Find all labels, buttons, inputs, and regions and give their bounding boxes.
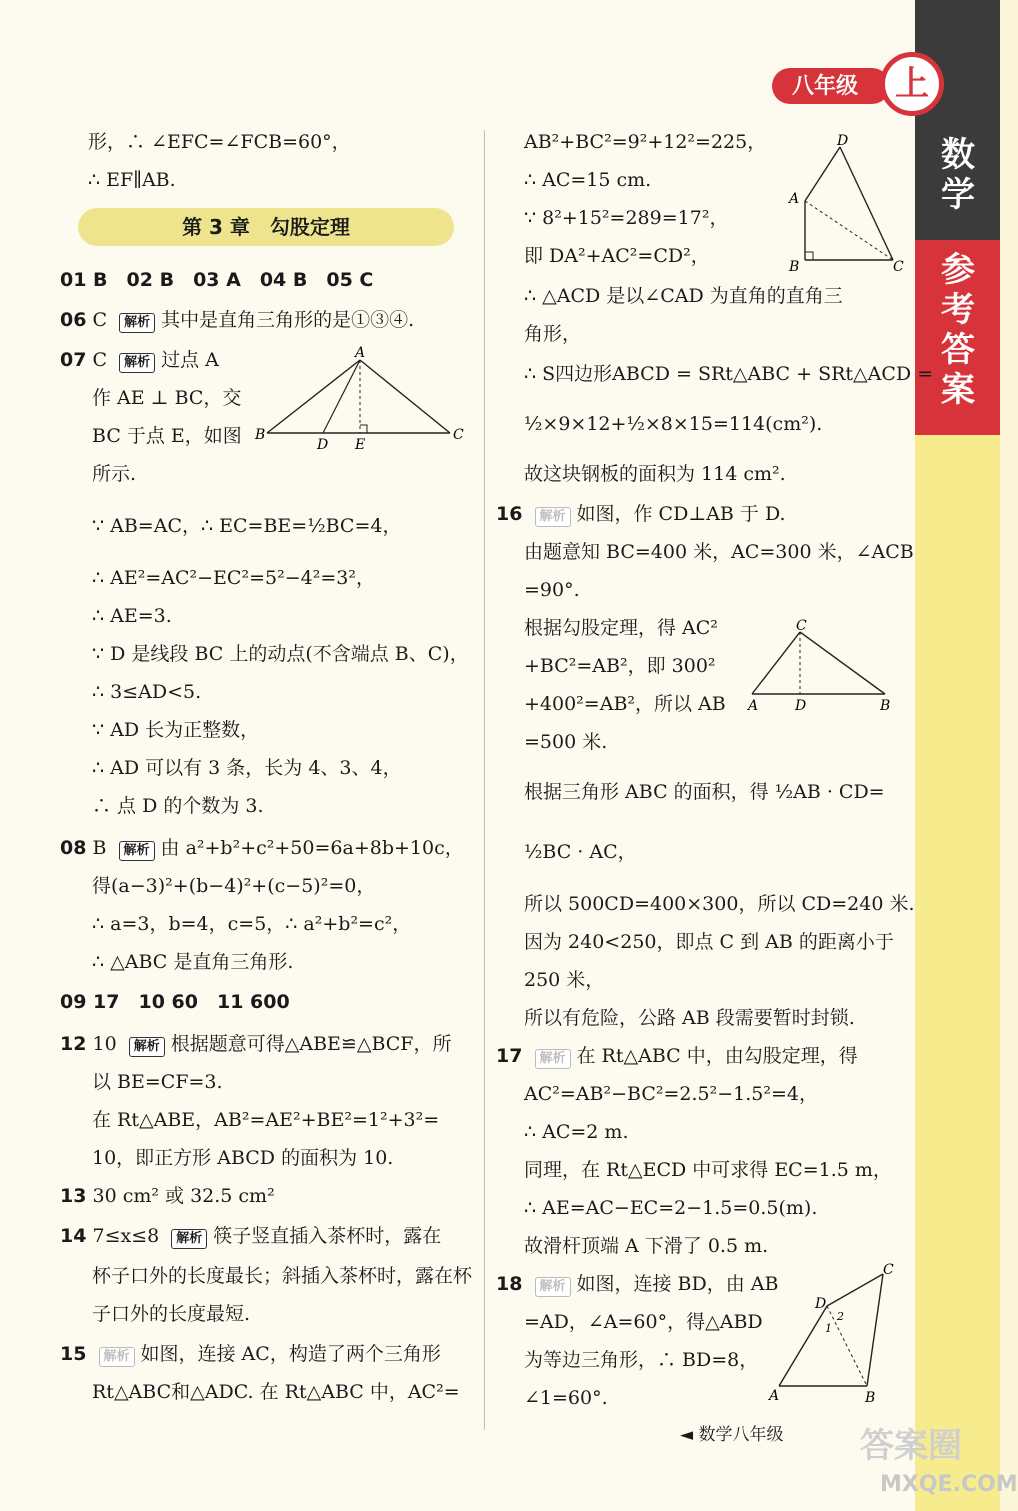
question-12: 12 10 解析 根据题意可得△ABE≌△BCF，所 — [60, 1033, 452, 1055]
text-line: ∴ 点 D 的个数为 3. — [92, 795, 264, 817]
section-label: 参考答案 — [941, 250, 975, 410]
text-line: ∴ AC=15 cm. — [524, 169, 652, 191]
answers-09-11: 09 17 10 60 11 600 — [60, 991, 290, 1013]
question-14: 14 7≤x≤8 解析 筷子竖直插入茶杯时，露在 — [60, 1225, 442, 1247]
label-c: C — [453, 427, 464, 443]
text-line: 10，即正方形 ABCD 的面积为 10. — [92, 1147, 394, 1169]
text-line: ∴ EF∥AB. — [88, 169, 176, 191]
text-line: 作 AE ⊥ BC，交 — [92, 387, 242, 409]
text-line: 因为 240<250，即点 C 到 AB 的距离小于 — [524, 931, 894, 953]
text-line: ½BC · AC， — [524, 841, 637, 863]
grade-label: 八年级 — [772, 68, 890, 104]
text-line: 为等边三角形，∴ BD=8， — [524, 1349, 759, 1371]
text-line: ∴ AE=AC−EC=2−1.5=0.5(m). — [524, 1197, 818, 1219]
text-line: Rt△ABC和△ADC. 在 Rt△ABC 中，AC²= — [92, 1381, 460, 1403]
question-07: 07 C 解析 过点 A — [60, 349, 219, 371]
text-line: ∴ 3≤AD<5. — [92, 681, 202, 703]
text-line: 即 DA²+AC²=CD²， — [524, 245, 710, 267]
label-d: D — [815, 1296, 827, 1312]
text-line: 所以有危险，公路 AB 段需要暂时封锁. — [524, 1007, 855, 1029]
term-badge: 上 — [880, 52, 944, 116]
analysis-tag: 解析 — [171, 1229, 207, 1249]
text-line: 杯子口外的长度最长；斜插入茶杯时，露在杯 — [92, 1265, 473, 1287]
label-a: A — [748, 698, 759, 714]
question-16: 16 解析 如图，作 CD⊥AB 于 D. — [496, 503, 786, 525]
question-17: 17 解析 在 Rt△ABC 中，由勾股定理，得 — [496, 1045, 858, 1067]
analysis-tag: 解析 — [535, 1049, 571, 1069]
watermark-url: MXQE.COM — [880, 1472, 1018, 1497]
label-b: B — [865, 1390, 876, 1406]
analysis-tag: 解析 — [99, 1347, 135, 1367]
text-line: 由题意知 BC=400 米，AC=300 米，∠ACB — [524, 541, 914, 563]
subject-label: 数学 — [941, 135, 975, 215]
text-line: ∴ AE=3. — [92, 605, 172, 627]
question-08: 08 B 解析 由 a²+b²+c²+50=6a+8b+10c， — [60, 837, 464, 859]
text-line: ∵ 8²+15²=289=17²， — [524, 207, 729, 229]
text-line: ∴ a=3，b=4，c=5，∴ a²+b²=c²， — [92, 913, 412, 935]
text-line: ∴ AD 可以有 3 条，长为 4、3、4， — [92, 757, 402, 779]
label-d: D — [837, 133, 849, 149]
text-line: 以 BE=CF=3. — [92, 1071, 223, 1093]
figure-q18 — [765, 1262, 905, 1406]
text-line: ∠1=60°. — [524, 1387, 608, 1409]
label-d: D — [795, 698, 807, 714]
text-line: ∴ AE²=AC²−EC²=5²−4²=3²， — [92, 567, 375, 589]
analysis-tag: 解析 — [535, 507, 571, 527]
text-line: 子口外的长度最短. — [92, 1303, 251, 1325]
text-line: 在 Rt△ABE，AB²=AE²+BE²=1²+3²= — [92, 1109, 440, 1131]
label-a: A — [355, 345, 366, 361]
figure-q15 — [785, 135, 915, 275]
question-06: 06 C 解析 其中是直角三角形的是①③④. — [60, 309, 415, 331]
text-line: =AD，∠A=60°，得△ABD — [524, 1311, 763, 1333]
footer: ◄ 数学八年级 — [680, 1425, 784, 1445]
label-b: B — [880, 698, 891, 714]
angle-1-label: 1 — [825, 1322, 832, 1335]
text-line: 故滑杆顶端 A 下滑了 0.5 m. — [524, 1235, 769, 1257]
figure-q16 — [740, 618, 900, 718]
text-line: 同理，在 Rt△ECD 中可求得 EC=1.5 m， — [524, 1159, 892, 1181]
text-line: BC 于点 E，如图 — [92, 425, 242, 447]
text-line: ∴ △ACD 是以∠CAD 为直角的直角三 — [524, 285, 843, 307]
label-b: B — [255, 427, 266, 443]
figure-q07 — [255, 345, 475, 455]
watermark: 答案圈 — [860, 1426, 962, 1466]
angle-2-label: 2 — [837, 1310, 844, 1323]
text-line: 所以 500CD=400×300，所以 CD=240 米. — [524, 893, 915, 915]
column-divider — [484, 130, 485, 1430]
text-line: 250 米， — [524, 969, 605, 991]
chapter-title: 第 3 章 勾股定理 — [78, 208, 454, 246]
label-d: D — [317, 437, 329, 453]
text-line: AB²+BC²=9²+12²=225， — [524, 131, 767, 153]
label-b: B — [789, 259, 800, 275]
text-line: ∴ AC=2 m. — [524, 1121, 629, 1143]
label-c: C — [883, 1262, 894, 1278]
text-line: 根据勾股定理，得 AC² — [524, 617, 718, 639]
analysis-tag: 解析 — [119, 353, 155, 373]
label-c: C — [796, 618, 807, 634]
label-c: C — [893, 259, 904, 275]
label-e: E — [355, 437, 366, 453]
text-line: 得(a−3)²+(b−4)²+(c−5)²=0， — [92, 875, 376, 897]
text-line: 所示. — [92, 463, 137, 485]
label-a: A — [789, 191, 800, 207]
answers-01-05: 01 B 02 B 03 A 04 B 05 C — [60, 269, 374, 291]
text-line: ½×9×12+½×8×15=114(cm²). — [524, 413, 823, 435]
text-line: 根据三角形 ABC 的面积，得 ½AB · CD= — [524, 781, 885, 803]
analysis-tag: 解析 — [119, 313, 155, 333]
text-line: ∴ S四边形ABCD = SRt△ABC + SRt△ACD = — [524, 363, 934, 385]
analysis-tag: 解析 — [535, 1277, 571, 1297]
text-line: ∴ △ABC 是直角三角形. — [92, 951, 294, 973]
analysis-tag: 解析 — [129, 1037, 165, 1057]
text-line: +BC²=AB²，即 300² — [524, 655, 716, 677]
text-line: =500 米. — [524, 731, 608, 753]
text-line: AC²=AB²−BC²=2.5²−1.5²=4， — [524, 1083, 818, 1105]
analysis-tag: 解析 — [119, 841, 155, 861]
text-line: ∵ D 是线段 BC 上的动点(不含端点 B、C)， — [92, 643, 469, 665]
text-line: ∵ AD 长为正整数， — [92, 719, 260, 741]
label-a: A — [769, 1388, 780, 1404]
text-line: =90°. — [524, 579, 580, 601]
question-13: 13 30 cm² 或 32.5 cm² — [60, 1185, 275, 1207]
text-line: +400²=AB²，所以 AB — [524, 693, 726, 715]
text-line: 角形， — [524, 323, 582, 345]
text-line: 故这块钢板的面积为 114 cm². — [524, 463, 786, 485]
question-15: 15 解析 如图，连接 AC，构造了两个三角形 — [60, 1343, 441, 1365]
text-line: 形，∴ ∠EFC=∠FCB=60°， — [88, 131, 351, 153]
question-18: 18 解析 如图，连接 BD，由 AB — [496, 1273, 779, 1295]
text-line: ∵ AB=AC，∴ EC=BE=½BC=4， — [92, 515, 402, 537]
